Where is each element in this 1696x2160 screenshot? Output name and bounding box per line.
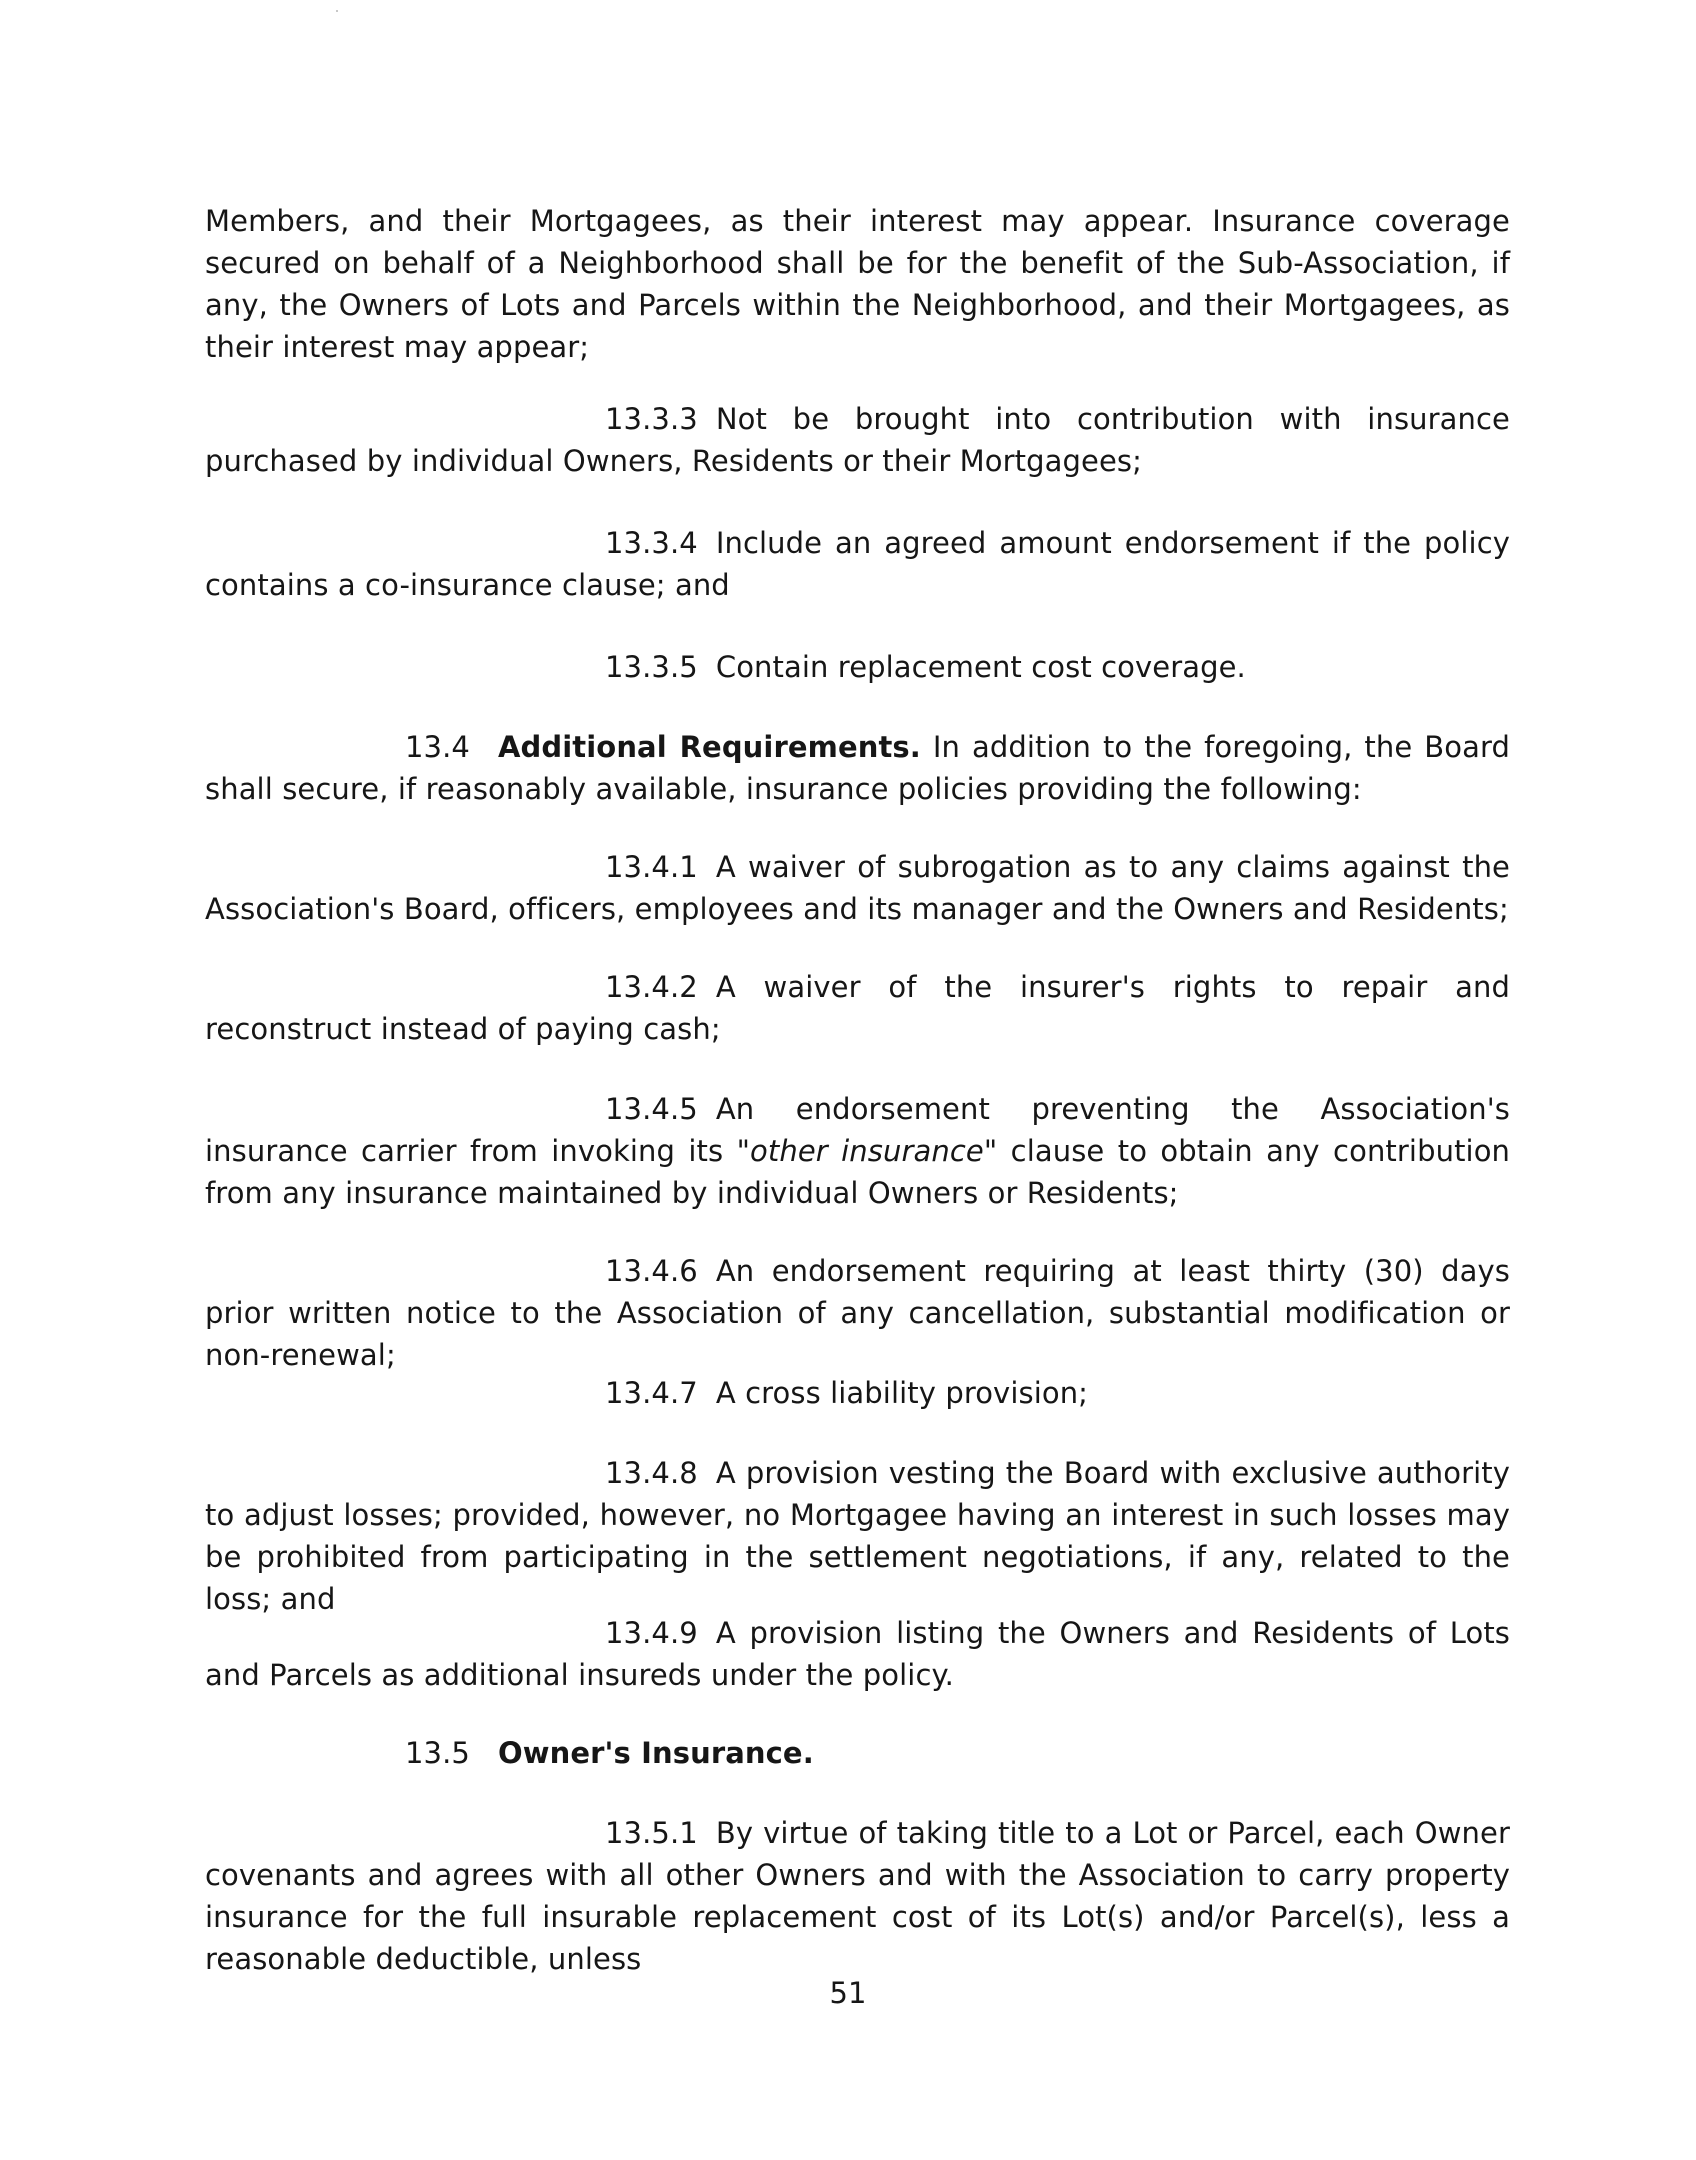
section-number: 13.4.1: [605, 850, 698, 884]
section-number: 13.4: [405, 730, 470, 764]
section-13-5: [205, 1732, 1510, 1774]
section-number: 13.4.5: [605, 1092, 698, 1126]
section-number: 13.4.8: [605, 1456, 698, 1490]
page-number: 51: [829, 1976, 867, 2010]
paragraph-13-3-5: [205, 646, 1510, 688]
paragraph-13-4-8: [205, 1452, 1510, 1620]
paragraph-13-3-3: [205, 398, 1510, 482]
section-13-4: [205, 726, 1510, 810]
paragraph-text: In addition to the foregoing, the Board shall secure, if reasonably available, insurance policies providing the following:: [205, 730, 1510, 806]
paragraph-text: An endorsement requiring at least thirty (30) days prior written notice to the Association of any cancellation, substantial modification or non-renewal;: [205, 1254, 1510, 1372]
section-number: 13.4.2: [605, 970, 698, 1004]
paragraph-13-4-9: [205, 1612, 1510, 1696]
paragraph-text: A provision vesting the Board with exclusive authority to adjust losses; provided, however, no Mortgagee having an interest in such losses may be prohibited from participating in the settlement negotiations, if any, related to the loss; and: [205, 1456, 1510, 1616]
paragraph-text: clause to obtain any contribution from any insurance maintained by individual Owners or Residents;: [205, 1134, 1511, 1210]
section-number: 13.5.1: [605, 1816, 698, 1850]
paragraph-text: Contain replacement cost coverage.: [715, 650, 1246, 684]
section-number: 13.3.4: [605, 526, 698, 560]
scan-speck: [336, 10, 338, 12]
paragraph-text: Members, and their Mortgagees, as their interest may appear. Insurance coverage secured on behalf of a Neighborhood shall be for the benefit of the Sub-Association, if any, the Owners of Lots and Parcels within the Neighborhood, and their Mortgagees, as their interest may appear;: [205, 204, 1510, 364]
paragraph-text: A cross liability provision;: [715, 1376, 1089, 1410]
paragraph-text: By virtue of taking title to a Lot or Parcel, each Owner covenants and agrees with all other Owners and with the Association to carry property insurance for the full insurable replacement cost of its Lot(s) and/or Parcel(s), less a reasonable deductible, unless: [205, 1816, 1510, 1976]
paragraph-13-4-2: [205, 966, 1510, 1050]
section-number: 13.4.7: [605, 1376, 698, 1410]
paragraph-text: An endorsement preventing the Association's insurance carrier from invoking its: [205, 1092, 1510, 1168]
paragraph-text: Include an agreed amount endorsement if the policy contains a co-insurance clause; and: [205, 526, 1510, 602]
paragraph-13-4-7: [205, 1372, 1510, 1414]
section-number: 13.3.3: [605, 402, 698, 436]
section-heading: Owner's Insurance.: [497, 1736, 814, 1770]
paragraph-text: A waiver of subrogation as to any claims against the Association's Board, officers, employees and its manager and the Owners and Residents;: [205, 850, 1510, 926]
paragraph-13-4-6: [205, 1250, 1510, 1376]
quoted-term: "other insurance": [736, 1134, 998, 1168]
section-number: 13.4.9: [605, 1616, 698, 1650]
paragraph-text: A waiver of the insurer's rights to repair and reconstruct instead of paying cash;: [205, 970, 1510, 1046]
section-number: 13.3.5: [605, 650, 698, 684]
paragraph-13-5-1: [205, 1812, 1510, 1980]
paragraph-text: A provision listing the Owners and Residents of Lots and Parcels as additional insureds under the policy.: [205, 1616, 1510, 1692]
paragraph-13-3-4: [205, 522, 1510, 606]
section-heading: Additional Requirements.: [497, 730, 921, 764]
section-number: 13.4.6: [605, 1254, 698, 1288]
section-number: 13.5: [405, 1736, 470, 1770]
paragraph-13-4-5: [205, 1088, 1510, 1214]
paragraph-13-4-1: [205, 846, 1510, 930]
paragraph-continuation: [205, 200, 1510, 368]
paragraph-text: Not be brought into contribution with insurance purchased by individual Owners, Residents or their Mortgagees;: [205, 402, 1510, 478]
